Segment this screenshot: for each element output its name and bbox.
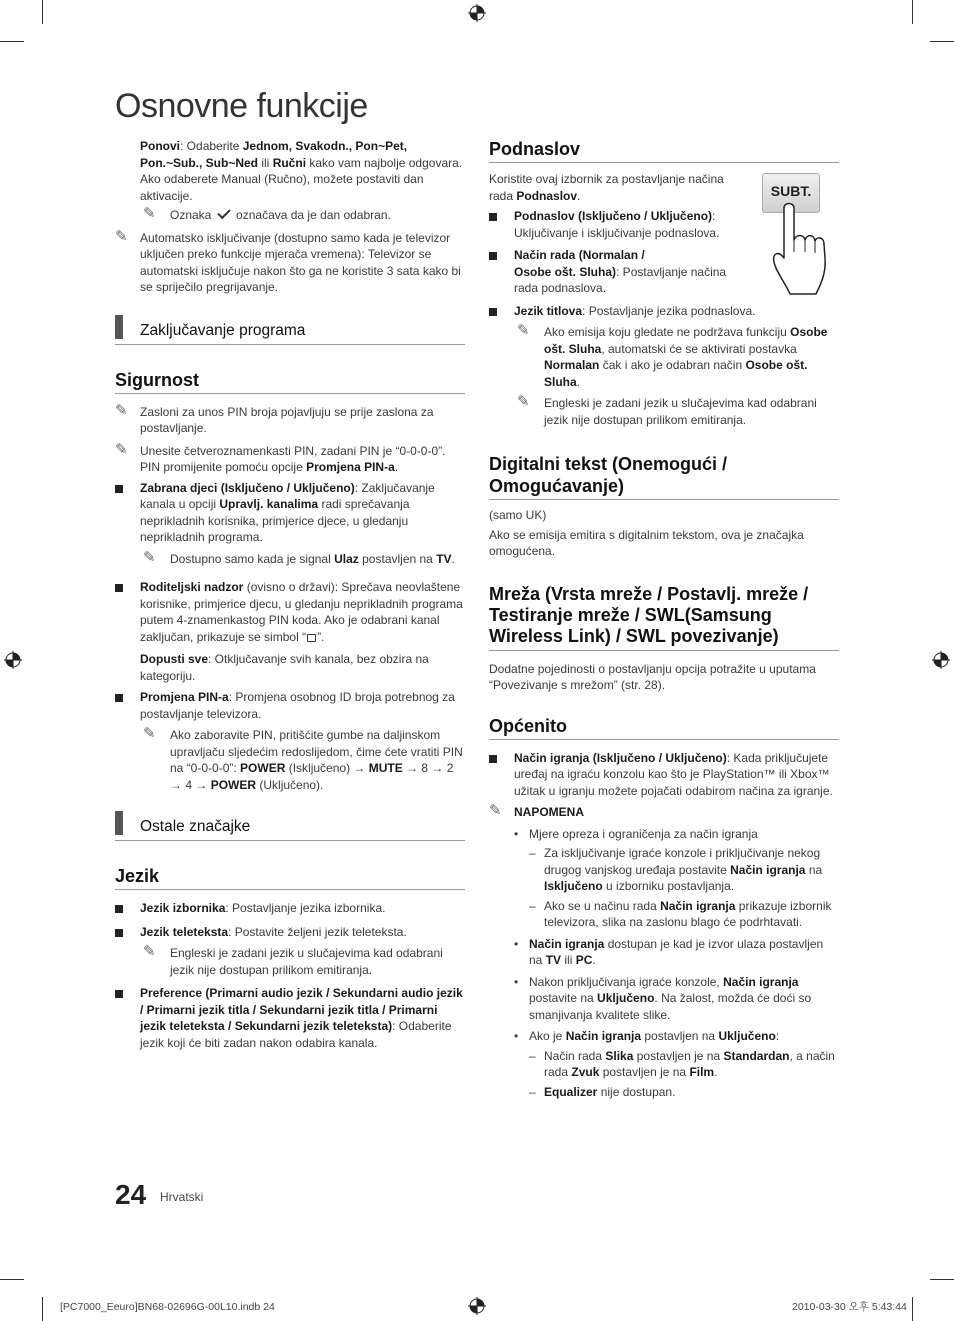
note-english-default: ✎ Engleski je zadani jezik u slučajevima kad odabrani jezik nije dostupan prilikom emitiranja. [143,943,443,977]
note-icon: ✎ [517,393,530,410]
note-icon: ✎ [115,440,128,458]
item-parental-control: Roditeljski nadzor (ovisno o državi): Sprečava neovlaštene korisnike, primjerice djecu, u gledanju neprikladnih programa putem 4-znamenkastog PIN koda. Ako je odabrani kanal zaključan, prikazuje se simbol “ ”. [115,579,465,645]
note-signal-tv: ✎ Dostupno samo kada je signal Ulaz postavljen na TV. [143,548,455,566]
item-subtitle-onoff: Podnaslov (Isključeno / Uključeno): Uključivanje i isključivanje podnaslova. [489,208,734,241]
bullet-square [115,905,123,913]
heading-subtitle: Podnaslov [489,138,839,163]
section-program-lock: Zaključavanje programa [115,321,465,345]
note-icon: ✎ [143,943,156,960]
item-subtitle-mode: Način rada (Normalan / Osobe ošt. Sluha): Postavljanje načina rada podnaslova. [489,247,734,297]
digital-text: Ako se emisija emitira s digitalnim tekstom, ova je značajka omogućena. [489,527,804,558]
list-item: – Equalizer nije dostupan. [529,1084,676,1099]
list-item: – Ako se u načinu rada Način igranja prikazuje izbornik televizora, slika na zaslonu blago će podrhtavati. [529,898,832,929]
left-column [115,138,465,1051]
item-menu-language: Jezik izbornika: Postavljanje jezika izbornika. [115,900,465,917]
registration-mark-icon [468,1297,486,1315]
list-item: • Način igranja dostupan je kad je izvor ulaza postavljen na TV ili PC. [514,936,824,967]
crop-mark [0,41,24,42]
item-preference: Preference (Primarni audio jezik / Sekundarni audio jezik / Primarni jezik titla / Sekundarni jezik titla / Primarni jezik teleteksta / Sekundarni jezik teleteksta): Odaberite jezik koji će biti zadan nakon odabira kanala. [115,985,465,1051]
bullet-square [115,584,123,592]
note-auto-off: ✎ Automatsko isključivanje (dostupno samo kada je televizor uključen preko funkcije mjerača vremena): Televizor se automatski isključuje nakon što ga ne koristite 3 sata kako bi se spriječilo pregrijavanje. [115,227,461,294]
note-checkmark: ✎ Oznaka označava da je dan odabran. [143,205,391,222]
note-pin-screens: ✎ Zasloni za unos PIN broja pojavljuju se prije zaslona za postavljanje. [115,401,434,435]
note-icon: ✎ [143,205,156,222]
crop-mark [930,41,954,42]
note-hearing-impaired: ✎ Ako emisija koju gledate ne podržava funkciju Osobe ošt. Sluha, automatski će se aktivirati postavka Normalan čak i ako je odabran način Osobe ošt. Sluha. [517,322,828,389]
bullet-square [115,485,123,493]
bullet-square [115,990,123,998]
note-icon: ✎ [489,802,502,819]
list-item: – Za isključivanje igraće konzole i priključivanje nekog drugog vanjskog uređaja postavite Način igranja na Isključeno u izborniku postavljanja. [529,846,823,893]
digital-uk: (samo UK) [489,508,547,522]
list-item: • Ako je Način igranja postavljen na Uključeno: [514,1029,780,1043]
language-label: Hrvatski [160,1190,204,1204]
registration-mark-icon [468,4,486,22]
network-text: Dodatne pojedinosti o postavljanju opcija potražite u uputama “Povezivanje s mrežom” (str. 28). [489,661,816,692]
crop-mark [930,1279,954,1280]
item-change-pin: Promjena PIN-a: Promjena osobnog ID broja potrebnog za postavljanje televizora. [115,689,465,722]
bullet-square [489,213,497,221]
heading-digital-text: Digitalni tekst (Onemogući / Omogućavanje) [489,453,839,500]
note-default-pin: ✎ Unesite četveroznamenkasti PIN, zadani PIN je “0-0-0-0”. PIN promijenite pomoću opcije Promjena PIN-a. [115,440,446,474]
crop-mark [912,1297,913,1321]
bullet-square [115,929,123,937]
crop-mark [0,1279,24,1280]
registration-mark-icon [4,651,22,669]
registration-mark-icon [932,651,950,669]
heading-language: Jezik [115,865,465,890]
item-game-mode: Način igranja (Isključeno / Uključeno): Kada priključujete uređaj na igraću konzolu kao što je PlayStation™ ili Xbox™ užitak u igranju možete pojačati odabirom načina za igranje. [489,750,839,800]
subtitle-intro: Koristite ovaj izbornik za postavljanje načina rada Podnaslov. [489,172,724,203]
note-forgot-pin: ✎ Ako zaboravite PIN, pritišćite gumbe na daljinskom upravljaču sljedećim redoslijedom, čime ćete vratiti PIN na “0-0-0-0”: POWER (Isključeno) → MUTE → 8 → 2 → 4 → POWER (Uključeno). [143,725,463,792]
note-icon: ✎ [517,322,530,339]
note-napomena: ✎ NAPOMENA [489,802,585,819]
note-icon: ✎ [143,548,156,566]
note-english-default: ✎ Engleski je zadani jezik u slučajevima kad odabrani jezik nije dostupan prilikom emitiranja. [517,393,817,427]
crop-mark [42,1297,43,1321]
pressing-hand-icon [770,200,840,296]
heading-security: Sigurnost [115,369,465,394]
bullet-square [489,755,497,763]
section-bar [115,811,123,835]
bullet-square [115,694,123,702]
page-title: Osnovne funkcije [115,87,368,125]
lock-icon [307,634,316,642]
checkmark-icon [217,206,230,219]
bullet-square [489,252,497,260]
item-child-lock: Zabrana djeci (Isključeno / Uključeno): Zaključavanje kanala u opciji Upravlj. kanalima radi sprečavanja neprikladnih korisnika, primjerice djece, u gledanju neprikladnih programa. [115,480,465,546]
list-item: • Mjere opreza i ograničenja za način igranja [514,826,758,841]
list-item: – Način rada Slika postavljen je na Standardan, a način rada Zvuk postavljen je na Film. [529,1048,835,1079]
subt-remote-button: SUBT. [762,173,820,213]
note-icon: ✎ [143,725,156,742]
section-bar [115,315,123,339]
footer-timestamp: 2010-03-30 오후 5:43:44 [792,1301,907,1313]
item-allow-all: Dopusti sve: Otključavanje svih kanala, bez obzira na kategoriju. [140,652,429,683]
section-other-features: Ostale značajke [115,817,465,841]
item-subtitle-language: Jezik titlova: Postavljanje jezika podnaslova. [489,303,839,320]
footer-file-info: [PC7000_Eeuro]BN68-02696G-00L10.indb 24 [60,1301,275,1313]
item-teletext-language: Jezik teleteksta: Postavite željeni jezik teleteksta. [115,924,465,941]
heading-general: Općenito [489,715,839,740]
note-icon: ✎ [115,227,128,245]
list-item: • Nakon priključivanja igraće konzole, Način igranja postavite na Uključeno. Na žalost, možda će doći so smanjivanja kvalitete slike. [514,974,812,1022]
note-icon: ✎ [115,401,128,419]
heading-network: Mreža (Vrsta mreže / Postavlj. mreže / Testiranje mreže / SWL(Samsung Wireless Link) / SWL povezivanje) [489,584,839,651]
repeat-option-text: Ponovi: Odaberite Jednom, Svakodn., Pon~Pet, Pon.~Sub., Sub~Ned ili Ručni kako vam najbolje odgovara. Ako odaberete Manual (Ručno), možete postaviti dan aktivacije. [140,139,463,203]
crop-mark [912,0,913,24]
bullet-square [489,308,497,316]
page-number: 24 [115,1179,147,1210]
crop-mark [42,0,43,24]
